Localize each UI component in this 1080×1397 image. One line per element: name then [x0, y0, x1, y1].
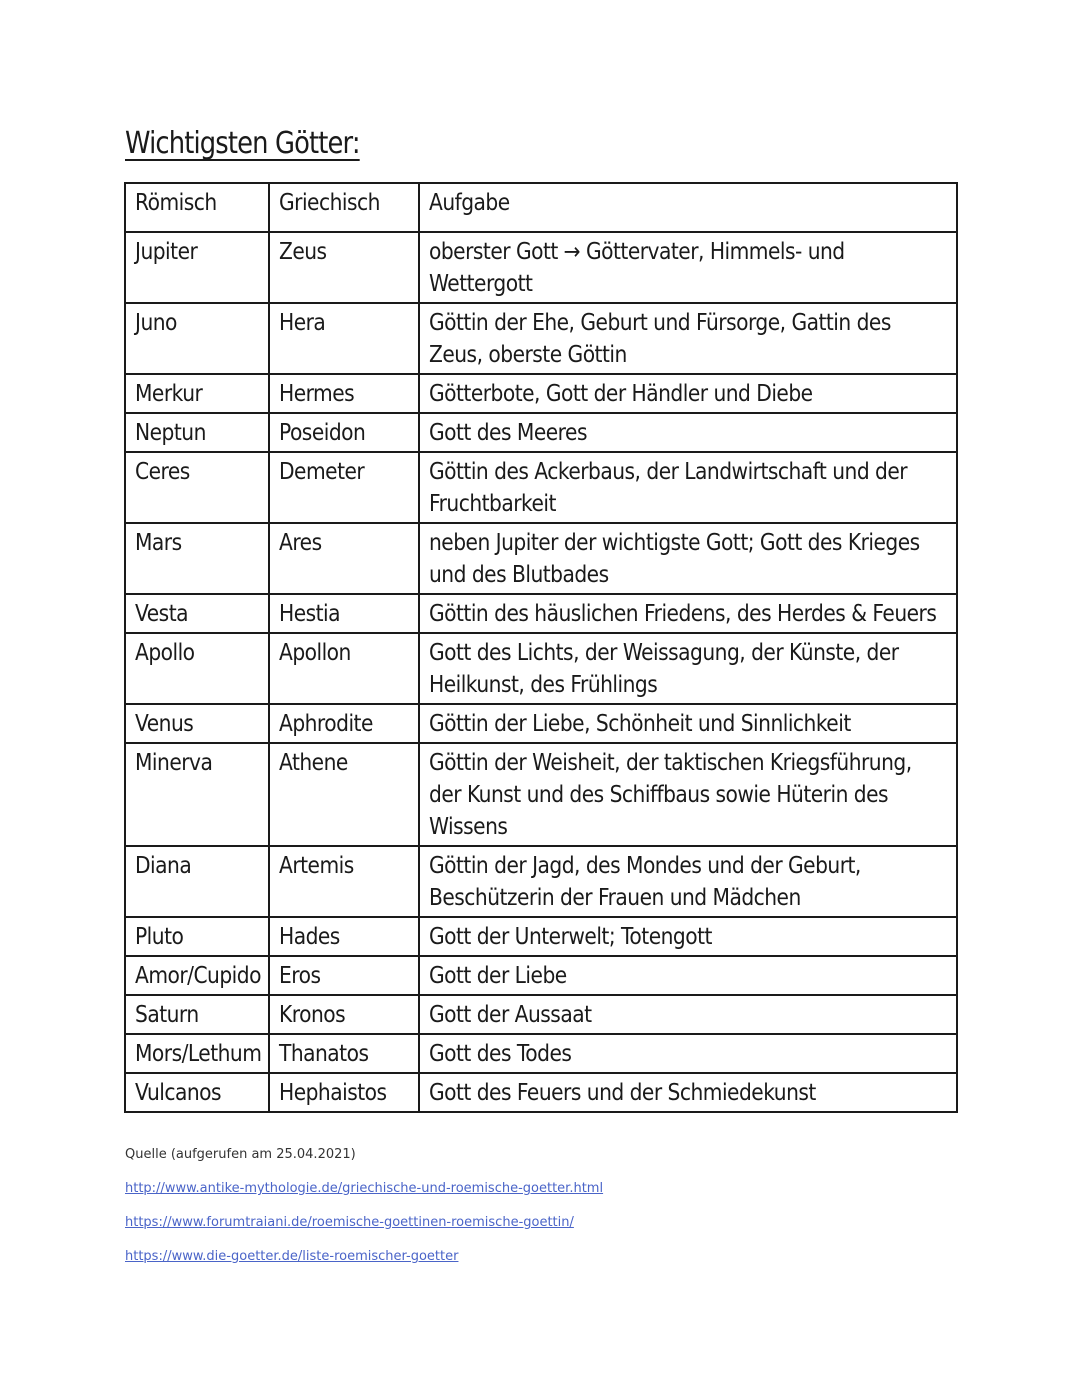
cell-roman: Mars — [125, 523, 269, 594]
cell-task: Götterbote, Gott der Händler und Diebe — [419, 374, 957, 413]
cell-greek: Thanatos — [269, 1034, 419, 1073]
cell-greek: Apollon — [269, 633, 419, 704]
cell-greek: Demeter — [269, 452, 419, 523]
cell-greek: Kronos — [269, 995, 419, 1034]
cell-task: Göttin der Weisheit, der taktischen Kriegsführung, der Kunst und des Schiffbaus sowie Hüterin des Wissens — [419, 743, 957, 846]
source-link-1[interactable]: http://www.antike-mythologie.de/griechische-und-roemische-goetter.html — [125, 1181, 604, 1196]
table-row — [125, 704, 957, 743]
cell-greek: Hephaistos — [269, 1073, 419, 1112]
table-row — [125, 303, 957, 374]
table-row — [125, 413, 957, 452]
table-row — [125, 633, 957, 704]
cell-roman: Pluto — [125, 917, 269, 956]
cell-greek: Athene — [269, 743, 419, 846]
cell-task: Gott der Unterwelt; Totengott — [419, 917, 957, 956]
cell-greek: Ares — [269, 523, 419, 594]
cell-roman: Amor/Cupido — [125, 956, 269, 995]
cell-roman: Jupiter — [125, 232, 269, 303]
table-row — [125, 1073, 957, 1112]
cell-roman: Vulcanos — [125, 1073, 269, 1112]
cell-greek: Hermes — [269, 374, 419, 413]
source-links — [125, 1181, 603, 1283]
cell-task: neben Jupiter der wichtigste Gott; Gott des Krieges und des Blutbades — [419, 523, 957, 594]
gods-table-body — [125, 183, 957, 1112]
table-row — [125, 1034, 957, 1073]
source-label: Quelle (aufgerufen am 25.04.2021) — [125, 1147, 356, 1162]
cell-greek: Hades — [269, 917, 419, 956]
table-row — [125, 232, 957, 303]
cell-roman: Diana — [125, 846, 269, 917]
cell-task: Gott des Lichts, der Weissagung, der Künste, der Heilkunst, des Frühlings — [419, 633, 957, 704]
cell-roman: Merkur — [125, 374, 269, 413]
cell-greek: Artemis — [269, 846, 419, 917]
cell-task: Gott des Todes — [419, 1034, 957, 1073]
header-cell-greek: Griechisch — [269, 183, 419, 232]
table-row — [125, 594, 957, 633]
header-cell-roman: Römisch — [125, 183, 269, 232]
source-link-2[interactable]: https://www.forumtraiani.de/roemische-goettinen-roemische-goettin/ — [125, 1215, 574, 1230]
cell-roman: Neptun — [125, 413, 269, 452]
table-row — [125, 917, 957, 956]
cell-greek: Hestia — [269, 594, 419, 633]
gods-table — [124, 182, 958, 1113]
cell-task: Göttin der Ehe, Geburt und Fürsorge, Gattin des Zeus, oberste Göttin — [419, 303, 957, 374]
cell-task: Gott der Liebe — [419, 956, 957, 995]
cell-greek: Zeus — [269, 232, 419, 303]
source-link-3[interactable]: https://www.die-goetter.de/liste-roemischer-goetter — [125, 1249, 459, 1264]
cell-roman: Saturn — [125, 995, 269, 1034]
table-row — [125, 846, 957, 917]
cell-task: Göttin der Jagd, des Mondes und der Geburt, Beschützerin der Frauen und Mädchen — [419, 846, 957, 917]
table-row — [125, 523, 957, 594]
table-row — [125, 452, 957, 523]
cell-task: Gott des Feuers und der Schmiedekunst — [419, 1073, 957, 1112]
cell-greek: Aphrodite — [269, 704, 419, 743]
cell-task: oberster Gott → Göttervater, Himmels- und Wettergott — [419, 232, 957, 303]
cell-task: Gott des Meeres — [419, 413, 957, 452]
cell-task: Göttin der Liebe, Schönheit und Sinnlichkeit — [419, 704, 957, 743]
table-header-row — [125, 183, 957, 232]
cell-roman: Venus — [125, 704, 269, 743]
cell-task: Göttin des Ackerbaus, der Landwirtschaft und der Fruchtbarkeit — [419, 452, 957, 523]
cell-roman: Juno — [125, 303, 269, 374]
cell-roman: Minerva — [125, 743, 269, 846]
cell-roman: Ceres — [125, 452, 269, 523]
cell-roman: Vesta — [125, 594, 269, 633]
cell-greek: Hera — [269, 303, 419, 374]
cell-task: Göttin des häuslichen Friedens, des Herdes & Feuers — [419, 594, 957, 633]
cell-roman: Mors/Lethum — [125, 1034, 269, 1073]
cell-greek: Eros — [269, 956, 419, 995]
page-title: Wichtigsten Götter: — [125, 126, 360, 161]
table-row — [125, 956, 957, 995]
table-row — [125, 743, 957, 846]
table-row — [125, 995, 957, 1034]
cell-roman: Apollo — [125, 633, 269, 704]
table-row — [125, 374, 957, 413]
cell-task: Gott der Aussaat — [419, 995, 957, 1034]
cell-greek: Poseidon — [269, 413, 419, 452]
header-cell-task: Aufgabe — [419, 183, 957, 232]
